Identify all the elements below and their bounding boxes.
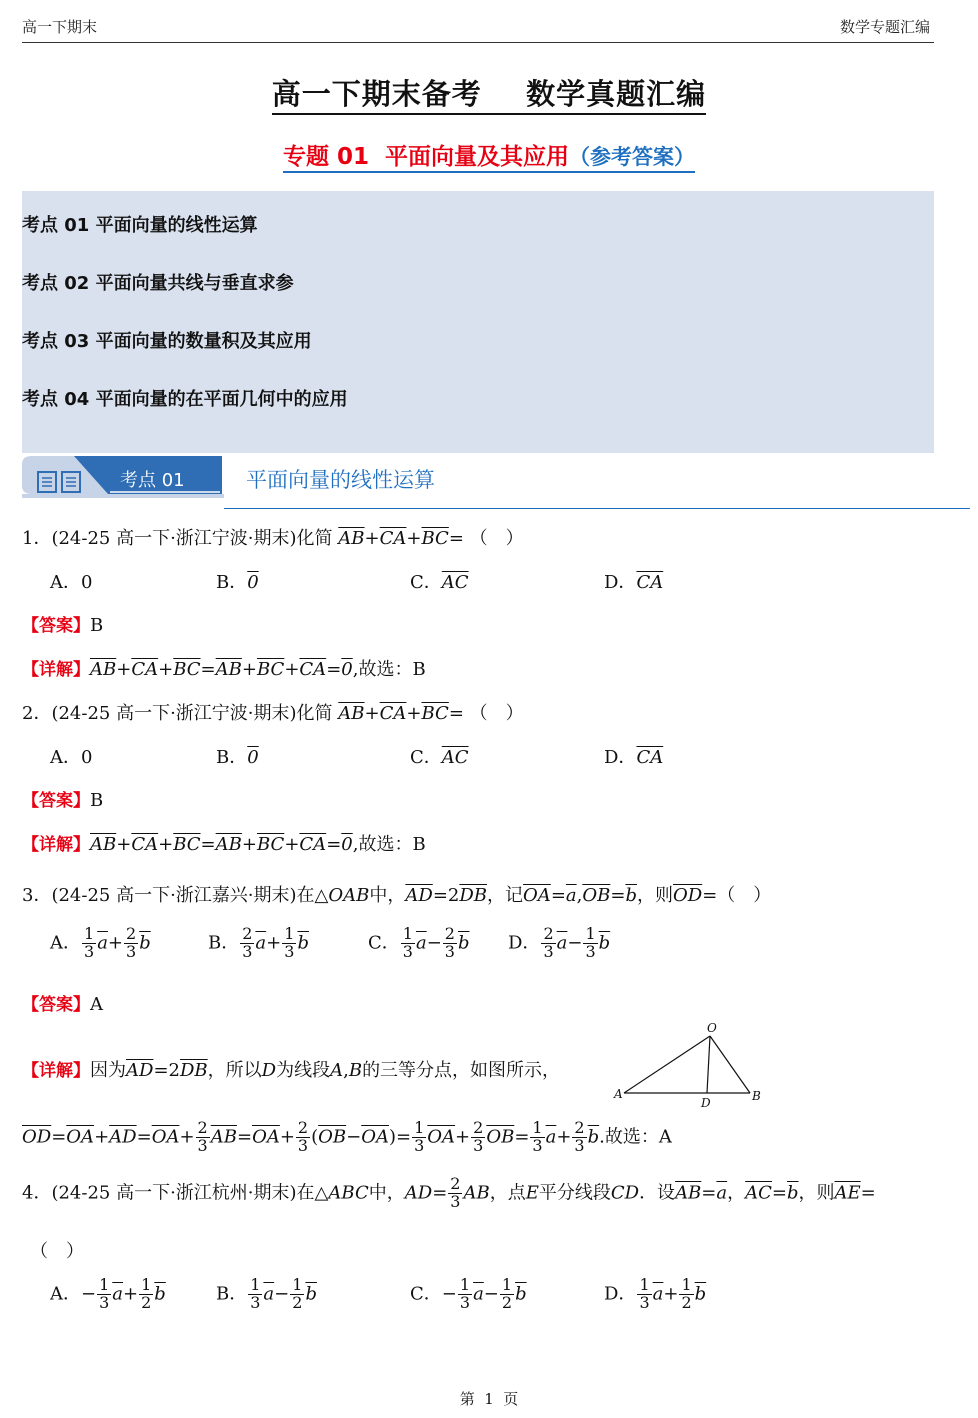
q3-option-d[interactable]: D． $\frac{2}{3}$ $\overline{a}-$ $\frac{1}{3}$ $\overline{b}$	[508, 924, 611, 961]
q3-option-a[interactable]: A． $\frac{1}{3}$ $\overline{a}+$ $\frac{2}{3}$ $\overline{b}$	[50, 924, 151, 961]
point-b-label: B	[752, 1089, 761, 1103]
page-title: 高一下期末备考 数学真题汇编	[0, 72, 978, 113]
q2-expr: $\overline{AB}+\overline{CA}+\overline{BC}=$	[338, 703, 464, 724]
header-left: 高一下期末	[22, 18, 98, 36]
header-divider	[22, 42, 934, 43]
q3-detail: 【详解】因为$\overline{AD}=2\overline{DB}$，所以D为线段A,B的三等分点，如图所示，	[22, 1060, 561, 1081]
q2-option-c[interactable]: C．$\overline{AC}$	[410, 747, 469, 768]
point-o-label: O	[707, 1021, 717, 1035]
q3-detail-derivation: $\overline{OD}=\overline{OA}+\overline{AD}=\overline{OA}+$ $\frac{2}{3}$ $\overline{AB}=\overline{OA}+$ $\frac{2}{3}$ $(\overline{OB}-\overline{OA})=$ $\frac{1}{3}$ $\overline{OA}+$ $\frac{2}{3}$ $\overline{OB}=$ $\frac{1}{3}$ $\overline{a}+$ $\frac{2}{3}$ $\overline{b}$.故选：A	[22, 1118, 672, 1155]
point-d-label: D	[701, 1096, 711, 1110]
subtitle-main: 专题 01 平面向量及其应用	[282, 144, 570, 170]
section-banner	[22, 456, 224, 504]
q3-answer: 【答案】A	[22, 994, 103, 1015]
q2-option-b[interactable]: B．0	[216, 747, 259, 768]
q1-option-b[interactable]: B．0	[216, 572, 259, 593]
q1-detail: 【详解】$\overline{AB}+\overline{CA}+\overline{BC}=\overline{AB}+\overline{BC}+\overline{CA}=0$,故选：B	[22, 659, 426, 680]
q1-option-c[interactable]: C．$\overline{AC}$	[410, 572, 469, 593]
toc-item-1[interactable]: 考点 01 平面向量的线性运算	[22, 215, 258, 236]
q1-answer: 【答案】B	[22, 615, 104, 636]
q4-option-d[interactable]: D． $\frac{1}{3}$ $\overline{a}+$ $\frac{1}{2}$ $\overline{b}$	[604, 1275, 707, 1312]
q4-blank: （ ）	[30, 1241, 84, 1262]
section-badge: 考点 01	[120, 470, 185, 491]
page-number: 第 1 页	[459, 1390, 519, 1408]
q3-option-b[interactable]: B． $\frac{2}{3}$ $\overline{a}+$ $\frac{1}{3}$ $\overline{b}$	[208, 924, 309, 961]
section-underline	[224, 508, 970, 509]
page-subtitle	[0, 138, 978, 171]
q2-detail: 【详解】$\overline{AB}+\overline{CA}+\overline{BC}=\overline{AB}+\overline{BC}+\overline{CA}=0$,故选：B	[22, 834, 426, 855]
triangle-figure	[612, 1020, 766, 1110]
q4-option-b[interactable]: B． $\frac{1}{3}$ $\overline{a}-$ $\frac{1}{2}$ $\overline{b}$	[216, 1275, 317, 1312]
subtitle-note: （参考答案）	[569, 145, 696, 169]
q2-option-d[interactable]: D．$\overline{CA}$	[604, 747, 664, 768]
book-icon	[36, 470, 84, 498]
q2-option-a[interactable]: A．0	[50, 747, 93, 768]
question-1	[22, 524, 524, 550]
section-title: 平面向量的线性运算	[246, 468, 435, 492]
question-2	[22, 699, 524, 725]
q1-stem: 1．(24-25 高一下·浙江宁波·期末)化简	[22, 528, 333, 549]
q2-blank: （ ）	[469, 703, 524, 724]
header-right: 数学专题汇编	[839, 18, 930, 36]
q1-option-d[interactable]: D．$\overline{CA}$	[604, 572, 664, 593]
point-a-label: A	[614, 1087, 623, 1101]
question-3: 3．(24-25 高一下·浙江嘉兴·期末)在△OAB中，$\overline{AD}=2\overline{DB}$，记$\overline{OA}=\overline{a},\overline{OB}=\overline{b}$，则$\overline{OD}=$（ ）	[22, 885, 772, 906]
q2-answer: 【答案】B	[22, 790, 104, 811]
question-4: 4．(24-25 高一下·浙江杭州·期末)在△ABC中，AD= $\frac{2}{3}$ AB，点E平分线段CD．设$\overline{AB}=\overline{a}$，$\overline{AC}=\overline{b}$，则$\overline{AE}=$	[22, 1174, 876, 1211]
q3-option-c[interactable]: C． $\frac{1}{3}$ $\overline{a}-$ $\frac{2}{3}$ $\overline{b}$	[368, 924, 470, 961]
toc-item-2[interactable]: 考点 02 平面向量共线与垂直求参	[22, 273, 294, 294]
q2-stem: 2．(24-25 高一下·浙江宁波·期末)化简	[22, 703, 333, 724]
toc-box	[22, 191, 934, 453]
q1-option-a[interactable]: A．0	[50, 572, 93, 593]
q4-option-c[interactable]: C．− $\frac{1}{3}$ $\overline{a}-$ $\frac{1}{2}$ $\overline{b}$	[410, 1275, 527, 1312]
q4-option-a[interactable]: A．− $\frac{1}{3}$ $\overline{a}+$ $\frac{1}{2}$ $\overline{b}$	[50, 1275, 166, 1312]
q1-expr: $\overline{AB}+\overline{CA}+\overline{BC}=$	[338, 528, 464, 549]
q1-blank: （ ）	[469, 528, 524, 549]
toc-item-3[interactable]: 考点 03 平面向量的数量积及其应用	[22, 331, 312, 352]
toc-item-4[interactable]: 考点 04 平面向量的在平面几何中的应用	[22, 389, 348, 410]
